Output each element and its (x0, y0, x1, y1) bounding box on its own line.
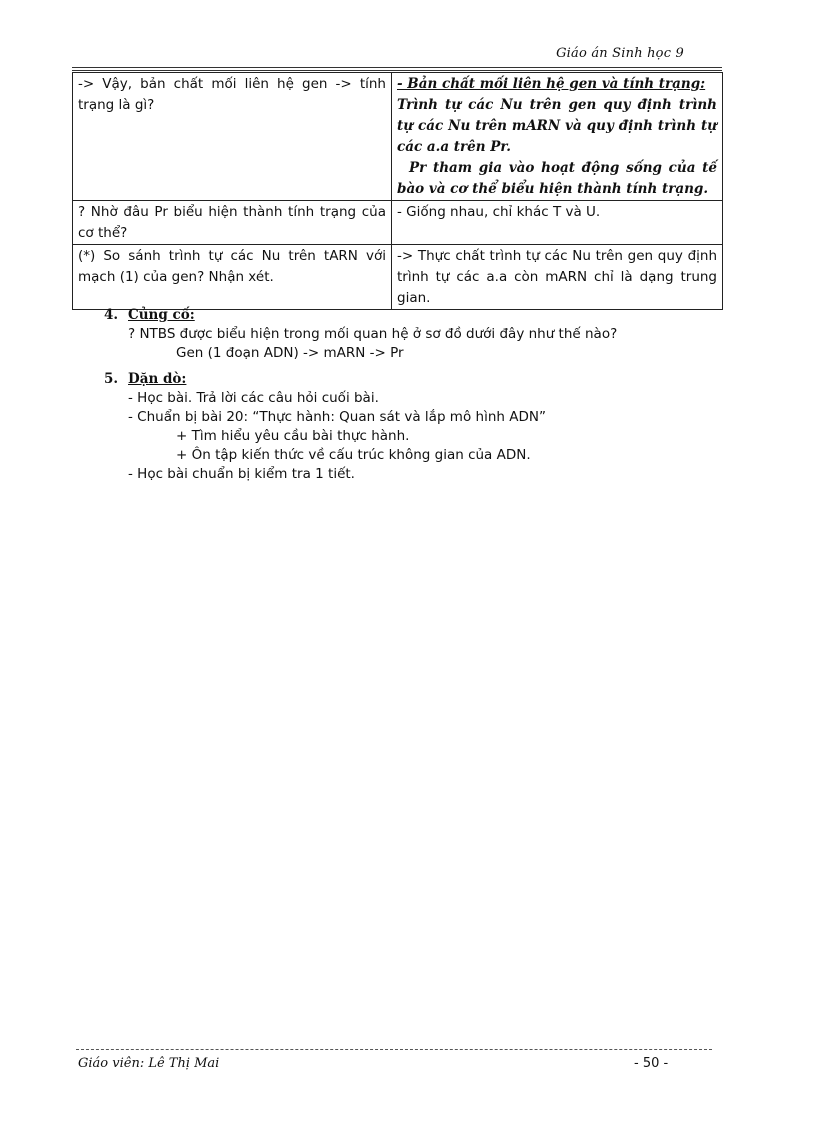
table-row (73, 201, 723, 245)
answer-text: -> Thực chất trình tự các Nu trên gen quy định trình tự các a.a còn mARN chỉ là dạng trung gian. (397, 248, 717, 306)
section-title: Dặn dò: (128, 371, 187, 387)
question-text: (*) So sánh trình tự các Nu trên tARN với mạch (1) của gen? Nhận xét. (78, 248, 386, 285)
section-subline: + Tìm hiểu yêu cầu bài thực hành. (176, 428, 410, 444)
section-title: Củng cố: (128, 307, 195, 323)
section-line: ? NTBS được biểu hiện trong mối quan hệ ở sơ đồ dưới đây như thế nào? (128, 326, 618, 342)
table-cell-question (73, 73, 392, 201)
header-title: Giáo án Sinh học 9 (556, 46, 684, 61)
section-line: - Học bài. Trả lời các câu hỏi cuối bài. (128, 390, 379, 406)
question-text: -> Vậy, bản chất mối liên hệ gen -> tính trạng là gì? (78, 76, 386, 113)
section-number: 4. (104, 307, 119, 323)
question-text: ? Nhờ đâu Pr biểu hiện thành tính trạng của cơ thể? (78, 204, 386, 241)
table-cell-answer (392, 73, 723, 201)
table-cell-question (73, 201, 392, 245)
section-line: - Chuẩn bị bài 20: “Thực hành: Quan sát và lắp mô hình ADN” (128, 409, 546, 425)
answer-heading: - Bản chất mối liên hệ gen và tính trạng: (397, 76, 706, 92)
header-rule (72, 67, 722, 71)
page-number: - 50 - (634, 1056, 669, 1071)
section-subline: Gen (1 đoạn ADN) -> mARN -> Pr (176, 345, 404, 361)
table-cell-answer (392, 201, 723, 245)
section-heading (104, 306, 617, 325)
answer-text: - Giống nhau, chỉ khác T và U. (397, 204, 601, 220)
answer-text: Trình tự các Nu trên gen quy định trình tự các Nu trên mARN và quy định trình tự các a.a trên Pr. (397, 97, 717, 155)
answer-text: Pr tham gia vào hoạt động sống của tế bào và cơ thể biểu hiện thành tính trạng. (397, 160, 717, 197)
table-row (73, 73, 723, 201)
section-dan-do (104, 370, 546, 484)
section-line: - Học bài chuẩn bị kiểm tra 1 tiết. (128, 466, 355, 482)
section-number: 5. (104, 371, 119, 387)
section-subline: + Ôn tập kiến thức về cấu trúc không gian của ADN. (176, 447, 531, 463)
footer-rule (76, 1049, 712, 1050)
table-row (73, 245, 723, 310)
footer-teacher: Giáo viên: Lê Thị Mai (78, 1056, 220, 1071)
section-heading (104, 370, 546, 389)
section-cung-co (104, 306, 617, 363)
table-cell-question (73, 245, 392, 310)
table-cell-answer (392, 245, 723, 310)
lesson-table (72, 72, 723, 310)
